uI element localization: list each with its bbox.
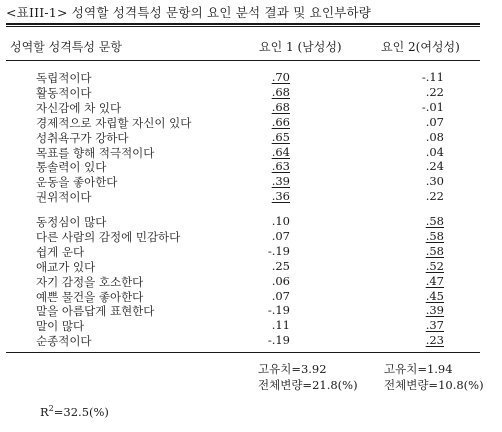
variance-2: 전체변량=10.8(%) bbox=[384, 378, 484, 392]
factor1-loading: .10 bbox=[271, 214, 290, 228]
table-row bbox=[0, 100, 502, 114]
factor1-loading: .06 bbox=[271, 273, 290, 288]
table-row bbox=[0, 259, 502, 273]
top-rule bbox=[6, 23, 480, 25]
item-label: 말이 많다 bbox=[36, 319, 85, 334]
table-row bbox=[0, 244, 502, 258]
factor2-loading: .22 bbox=[425, 84, 444, 99]
table-row bbox=[0, 274, 502, 288]
factor2-loading: -.11 bbox=[421, 70, 444, 84]
factor1-loading: -.19 bbox=[267, 243, 290, 258]
factor2-loading: .04 bbox=[425, 144, 444, 159]
table-row bbox=[0, 189, 502, 203]
factor1-loading: .36 bbox=[271, 189, 290, 204]
factor2-loading: .45 bbox=[425, 288, 444, 303]
table-row bbox=[0, 159, 502, 173]
header-factor1: 요인 1 (남성성) bbox=[259, 40, 342, 54]
factor1-loading: .07 bbox=[271, 288, 290, 303]
eigenvalue-2: 고유치=1.94 bbox=[384, 362, 453, 376]
factor1-loading: .68 bbox=[271, 99, 290, 114]
factor2-loading: .30 bbox=[425, 174, 444, 189]
item-label: 성취욕구가 강하다 bbox=[36, 130, 129, 145]
table-row bbox=[0, 85, 502, 99]
factor2-loading: .07 bbox=[425, 114, 444, 129]
factor1-loading: .39 bbox=[271, 174, 290, 189]
item-label: 예쁜 물건을 좋아한다 bbox=[36, 289, 144, 304]
factor2-loading: .47 bbox=[425, 273, 444, 288]
item-label: 말을 아름답게 표현한다 bbox=[36, 304, 155, 319]
item-label: 다른 사람의 감정에 민감하다 bbox=[36, 229, 181, 244]
item-label: 쉽게 운다 bbox=[36, 244, 85, 259]
top-rule-inner bbox=[6, 26, 480, 27]
factor1-loading: .65 bbox=[271, 129, 290, 144]
table-row bbox=[0, 214, 502, 228]
r2-sup: 2 bbox=[48, 404, 54, 413]
item-label: 자기 감정을 호소한다 bbox=[36, 274, 144, 289]
factor1-loading: -.19 bbox=[267, 333, 290, 348]
header-factor2: 요인 2(여성성) bbox=[381, 40, 460, 54]
item-label: 자신감에 차 있다 bbox=[36, 100, 122, 115]
item-label: 목표를 향해 적극적이다 bbox=[36, 145, 155, 160]
factor2-loading: .58 bbox=[425, 243, 444, 258]
item-label: 활동적이다 bbox=[36, 85, 92, 100]
item-label: 경제적으로 자립할 자신이 있다 bbox=[36, 115, 192, 130]
item-label: 운동을 좋아한다 bbox=[36, 175, 118, 190]
item-label: 애교가 있다 bbox=[36, 259, 96, 274]
item-label: 권위적이다 bbox=[36, 190, 92, 205]
factor2-loading: -.01 bbox=[421, 99, 444, 114]
table-row bbox=[0, 289, 502, 303]
bottom-rule bbox=[6, 352, 480, 353]
table-row bbox=[0, 145, 502, 159]
factor2-loading: .52 bbox=[425, 258, 444, 273]
item-label: 순종적이다 bbox=[36, 334, 92, 349]
factor1-loading: .11 bbox=[271, 318, 290, 333]
factor1-loading: .07 bbox=[271, 228, 290, 243]
factor2-loading: .08 bbox=[425, 129, 444, 144]
table-row bbox=[0, 174, 502, 188]
r2-value: =32.5(%) bbox=[53, 404, 109, 419]
factor2-loading: .37 bbox=[425, 318, 444, 333]
factor1-loading: .25 bbox=[271, 258, 290, 273]
r-squared bbox=[40, 404, 109, 419]
r2-base: R bbox=[40, 404, 49, 419]
table-row bbox=[0, 318, 502, 332]
table-row bbox=[0, 115, 502, 129]
factor1-loading: .70 bbox=[271, 70, 290, 84]
factor1-loading: .64 bbox=[271, 144, 290, 159]
item-label: 통솔력이 있다 bbox=[36, 160, 107, 175]
factor2-loading: .58 bbox=[425, 214, 444, 228]
table-row bbox=[0, 303, 502, 317]
table-row bbox=[0, 130, 502, 144]
table-row bbox=[0, 333, 502, 347]
factor2-loading: .58 bbox=[425, 228, 444, 243]
variance-1: 전체변량=21.8(%) bbox=[258, 378, 358, 392]
table-title: <표III-1> 성역할 성격특성 문항의 요인 분석 결과 및 요인부하량 bbox=[6, 5, 372, 20]
factor2-loading: .22 bbox=[425, 189, 444, 204]
factor2-loading: .24 bbox=[425, 159, 444, 174]
header-rule bbox=[6, 60, 480, 61]
factor1-loading: -.19 bbox=[267, 303, 290, 318]
item-label: 동정심이 많다 bbox=[36, 215, 107, 229]
header-item: 성역할 성격특성 문항 bbox=[10, 40, 122, 54]
table-row bbox=[0, 229, 502, 243]
factor2-loading: .39 bbox=[425, 303, 444, 318]
factor2-loading: .23 bbox=[425, 333, 444, 348]
factor1-loading: .66 bbox=[271, 114, 290, 129]
factor1-loading: .63 bbox=[271, 159, 290, 174]
eigenvalue-1: 고유치=3.92 bbox=[258, 362, 327, 376]
item-label: 독립적이다 bbox=[36, 71, 92, 85]
table-row bbox=[0, 70, 502, 84]
factor1-loading: .68 bbox=[271, 84, 290, 99]
